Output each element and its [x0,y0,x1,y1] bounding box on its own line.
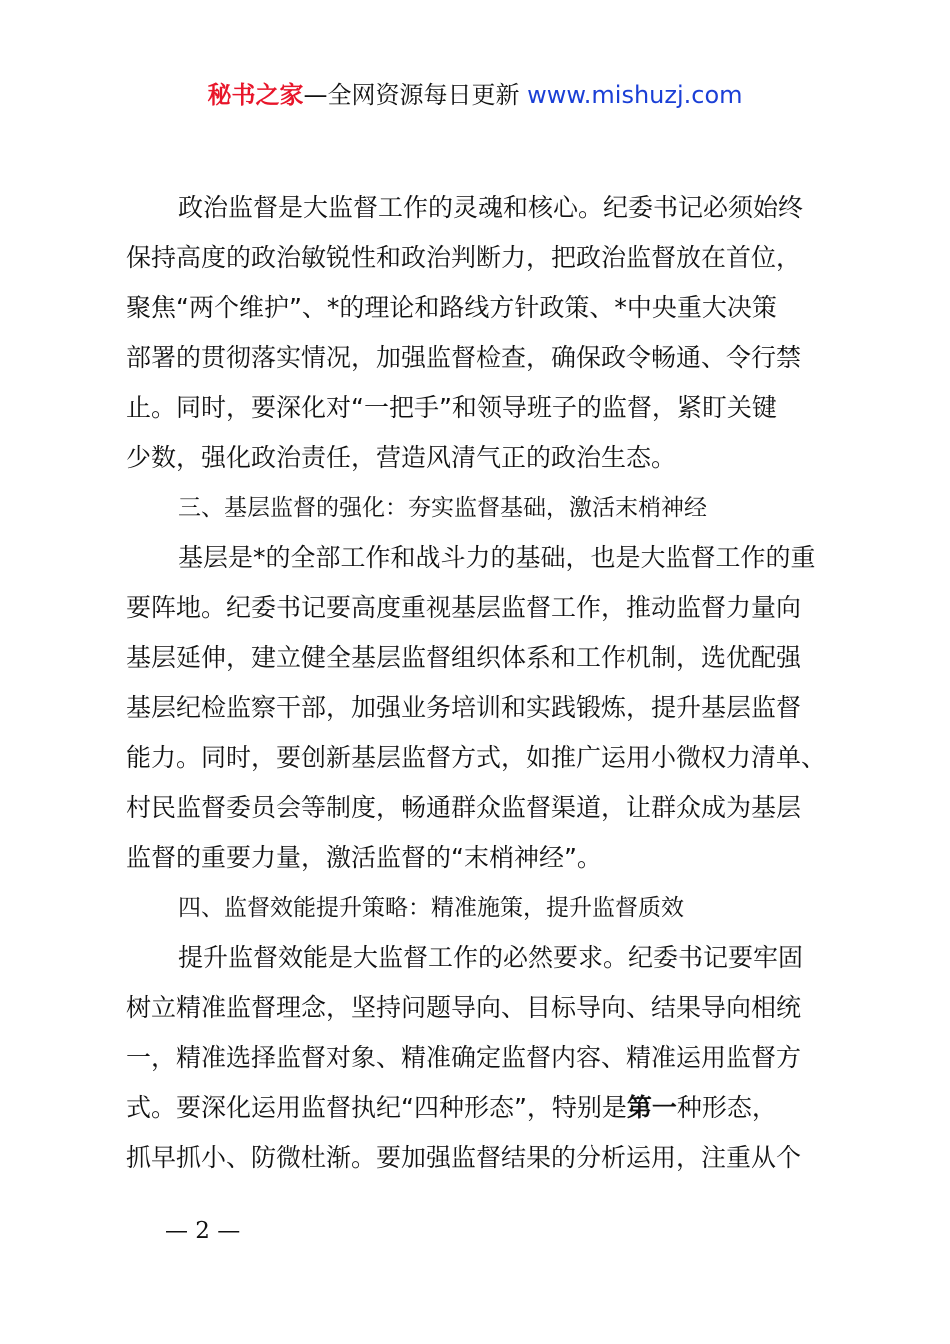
paragraph-line: 抓早抓小、防微杜渐。要加强监督结果的分析运用，注重从个 [126,1143,802,1172]
paragraph-line: 一，精准选择监督对象、精准确定监督内容、精准运用监督方 [126,1043,802,1072]
section-heading-4: 四、监督效能提升策略：精准施策，提升监督质效 [178,895,684,921]
paragraph-line: 能力。同时，要创新基层监督方式，如推广运用小微权力清单、 [126,743,827,772]
page-number: — 2 — [165,1218,241,1244]
bold-text: 第一 [626,1093,677,1122]
brand-name: 秘书之家 [207,81,304,109]
paragraph-line: 基层纪检监察干部，加强业务培训和实践锻炼，提升基层监督 [126,693,802,722]
site-header [0,78,950,112]
paragraph-line: 政治监督是大监督工作的灵魂和核心。纪委书记必须始终 [178,193,804,222]
line-text: 种形态， [676,1093,777,1122]
paragraph-line: 基层延伸，建立健全基层监督组织体系和工作机制，选优配强 [126,643,802,672]
paragraph-line: 树立精准监督理念，坚持问题导向、目标导向、结果导向相统 [126,993,802,1022]
paragraph-line [126,1083,836,1133]
section-heading-3: 三、基层监督的强化：夯实监督基础，激活末梢神经 [178,495,707,521]
paragraph-line: 少数，强化政治责任，营造风清气正的政治生态。 [126,443,677,472]
paragraph-line: 部署的贯彻落实情况，加强监督检查，确保政令畅通、令行禁 [126,343,802,372]
paragraph-line: 监督的重要力量，激活监督的“末梢神经”。 [126,843,602,872]
paragraph-line: 保持高度的政治敏锐性和政治判断力，把政治监督放在首位， [126,243,802,272]
document-body [126,183,836,1183]
site-url[interactable]: www.mishuzj.com [527,81,743,109]
paragraph-line: 村民监督委员会等制度，畅通群众监督渠道，让群众成为基层 [126,793,802,822]
paragraph-line: 要阵地。纪委书记要高度重视基层监督工作，推动监督力量向 [126,593,802,622]
paragraph-line: 基层是*的全部工作和战斗力的基础，也是大监督工作的重 [178,543,816,572]
header-slogan: —全网资源每日更新 [303,81,528,109]
paragraph-line: 止。同时，要深化对“一把手”和领导班子的监督，紧盯关键 [126,393,777,422]
paragraph-line: 提升监督效能是大监督工作的必然要求。纪委书记要牢固 [178,943,804,972]
line-text: 式。要深化运用监督执纪“四种形态”，特别是 [126,1093,627,1122]
paragraph-line: 聚焦“两个维护”、*的理论和路线方针政策、*中央重大决策 [126,293,777,322]
